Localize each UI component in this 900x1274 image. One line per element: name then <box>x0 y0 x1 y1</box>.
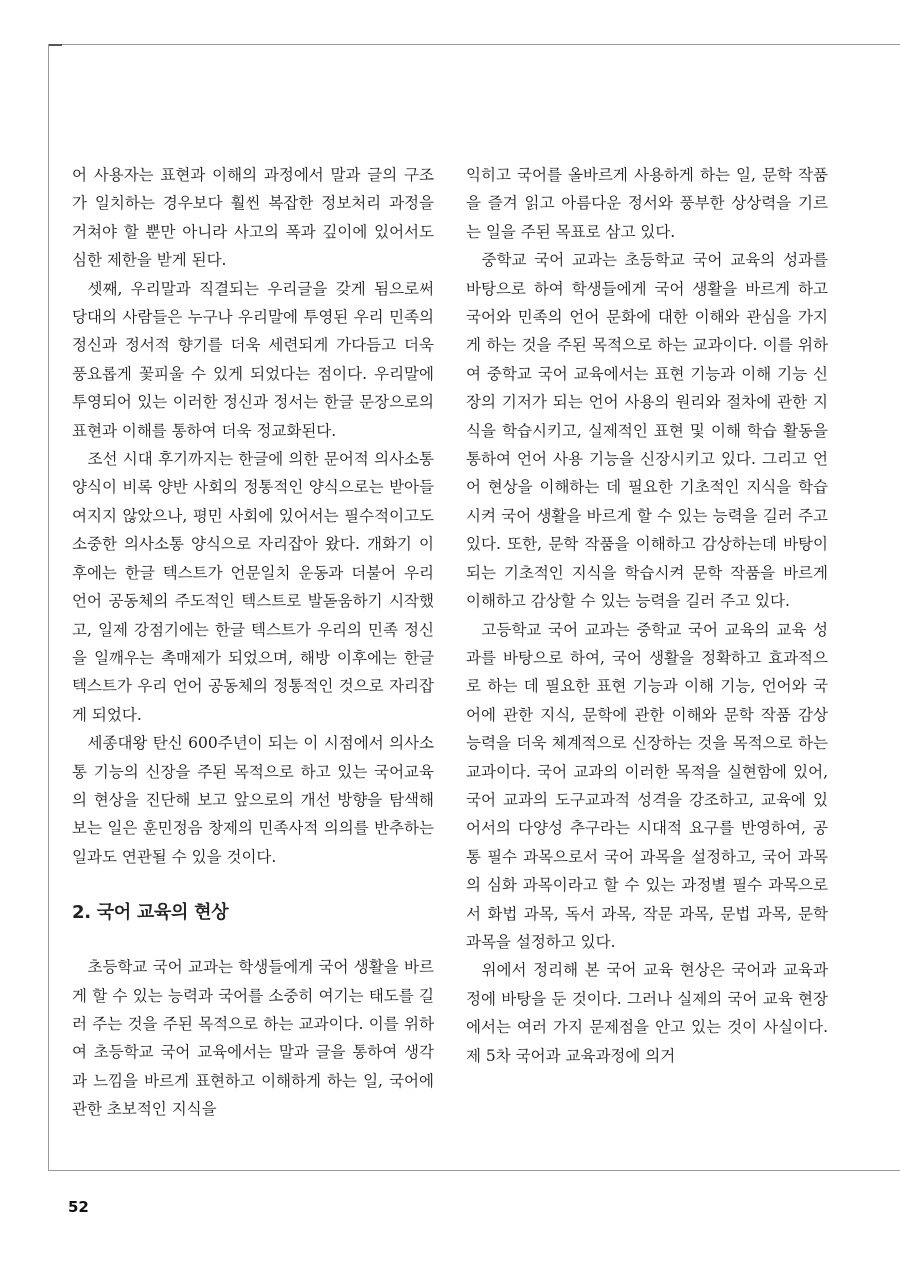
page-frame-bottom-rule <box>48 1170 900 1171</box>
right-column <box>466 161 828 1070</box>
left-paragraph-2: 셋째, 우리말과 직결되는 우리글을 갖게 됨으로써 당대의 사람들은 누구나 우리말에 투영된 우리 민족의 정신과 정서적 향기를 더욱 세련되게 가다듬고 더욱 풍요롭게 꽃피울 수 있게 되었다는 점이다. 우리말에 투영되어 있는 이러한 정신과 정서는 한글 문장으로의 표현과 이해를 통하여 더욱 정교화된다. <box>72 279 434 440</box>
left-paragraph-1: 어 사용자는 표현과 이해의 과정에서 말과 글의 구조가 일치하는 경우보다 훨씬 복잡한 정보처리 과정을 거쳐야 할 뿐만 아니라 사고의 폭과 깊이에 있어서도 심한 제한을 받게 된다. <box>72 166 434 270</box>
right-paragraph-3: 고등학교 국어 교과는 중학교 국어 교육의 교육 성과를 바탕으로 하여, 국어 생활을 정확하고 효과적으로 하는 데 필요한 표현 기능과 이해 기능, 언어와 국어에 관한 지식, 문학에 관한 이해와 문학 작품 감상 능력을 더욱 체계적으로 신장하는 것을 목적으로 하는 교과이다. 국어 교과의 이러한 목적을 실현함에 있어, 국어 교과의 도구교과적 성격을 강조하고, 교육에 있어서의 다양성 추구라는 시대적 요구를 반영하여, 공통 필수 과목으로서 국어 과목을 설정하고, 국어 과목의 심화 과목이라고 할 수 있는 과정별 필수 과목으로서 화법 과목, 독서 과목, 작문 과목, 문법 과목, 문학 과목을 설정하고 있다. <box>466 620 828 951</box>
left-paragraph-5: 초등학교 국어 교과는 학생들에게 국어 생활을 바르게 할 수 있는 능력과 국어를 소중히 여기는 태도를 길러 주는 것을 주된 목적으로 하는 교과이다. 이를 위하여 초등학교 국어 교육에서는 말과 글을 통하여 생각과 느낌을 바르게 표현하고 이해하게 하는 일, 국어에 관한 초보적인 지식을 <box>72 958 434 1119</box>
right-paragraph-4: 위에서 정리해 본 국어 교육 현상은 국어과 교육과정에 바탕을 둔 것이다. 그러나 실제의 국어 교육 현장에서는 여러 가지 문제점을 안고 있는 것이 사실이다. 제 5차 국어과 교육과정에 의거 <box>466 961 828 1065</box>
left-paragraph-4: 세종대왕 탄신 600주년이 되는 이 시점에서 의사소통 기능의 신장을 주된 목적으로 하고 있는 국어교육의 현상을 진단해 보고 앞으로의 개선 방향을 탐색해 보는 일은 훈민정음 창제의 민족사적 의의를 반추하는 일과도 연관될 수 있을 것이다. <box>72 734 434 866</box>
left-paragraph-3: 조선 시대 후기까지는 한글에 의한 문어적 의사소통 양식이 비록 양반 사회의 정통적인 양식으로는 받아들여지지 않았으나, 평민 사회에 있어서는 필수적이고도 소중한 의사소통 양식으로 자리잡아 왔다. 개화기 이후에는 한글 텍스트가 언문일치 운동과 더불어 우리 언어 공동체의 주도적인 텍스트로 발돋움하기 시작했고, 일제 강점기에는 한글 텍스트가 우리의 민족 정신을 일깨우는 촉매제가 되었으며, 해방 이후에는 한글 텍스트가 우리 언어 공동체의 정통적인 것으로 자리잡게 되었다. <box>72 450 434 724</box>
right-paragraph-1: 익히고 국어를 올바르게 사용하게 하는 일, 문학 작품을 즐겨 읽고 아름다운 정서와 풍부한 상상력을 기르는 일을 주된 목표로 삼고 있다. <box>466 166 828 241</box>
right-paragraph-2: 중학교 국어 교과는 초등학교 국어 교육의 성과를 바탕으로 하여 학생들에게 국어 생활을 바르게 하고 국어와 민족의 언어 문화에 대한 이해와 관심을 가지게 하는 것을 주된 목적으로 하는 교과이다. 이를 위하여 중학교 국어 교육에서는 표현 기능과 이해 기능 신장의 기저가 되는 언어 사용의 원리와 절차에 관한 지식을 학습시키고, 실제적인 표현 및 이해 학습 활동을 통하여 언어 사용 기능을 신장시키고 있다. 그리고 언어 현상을 이해하는 데 필요한 기초적인 지식을 학습시켜 국어 생활을 바르게 할 수 있는 능력을 길러 주고 있다. 또한, 문학 작품을 이해하고 감상하는데 바탕이 되는 기초적인 지식을 학습시켜 문학 작품을 바르게 이해하고 감상할 수 있는 능력을 길러 주고 있다. <box>466 251 828 611</box>
section-heading: 2. 국어 교육의 현상 <box>72 902 229 924</box>
page-frame-top-rule <box>48 44 900 45</box>
left-column <box>72 161 434 1124</box>
page-frame-corner-mark <box>48 44 62 46</box>
page-number: 52 <box>68 1198 89 1216</box>
page-frame-left-rule <box>48 44 49 1170</box>
